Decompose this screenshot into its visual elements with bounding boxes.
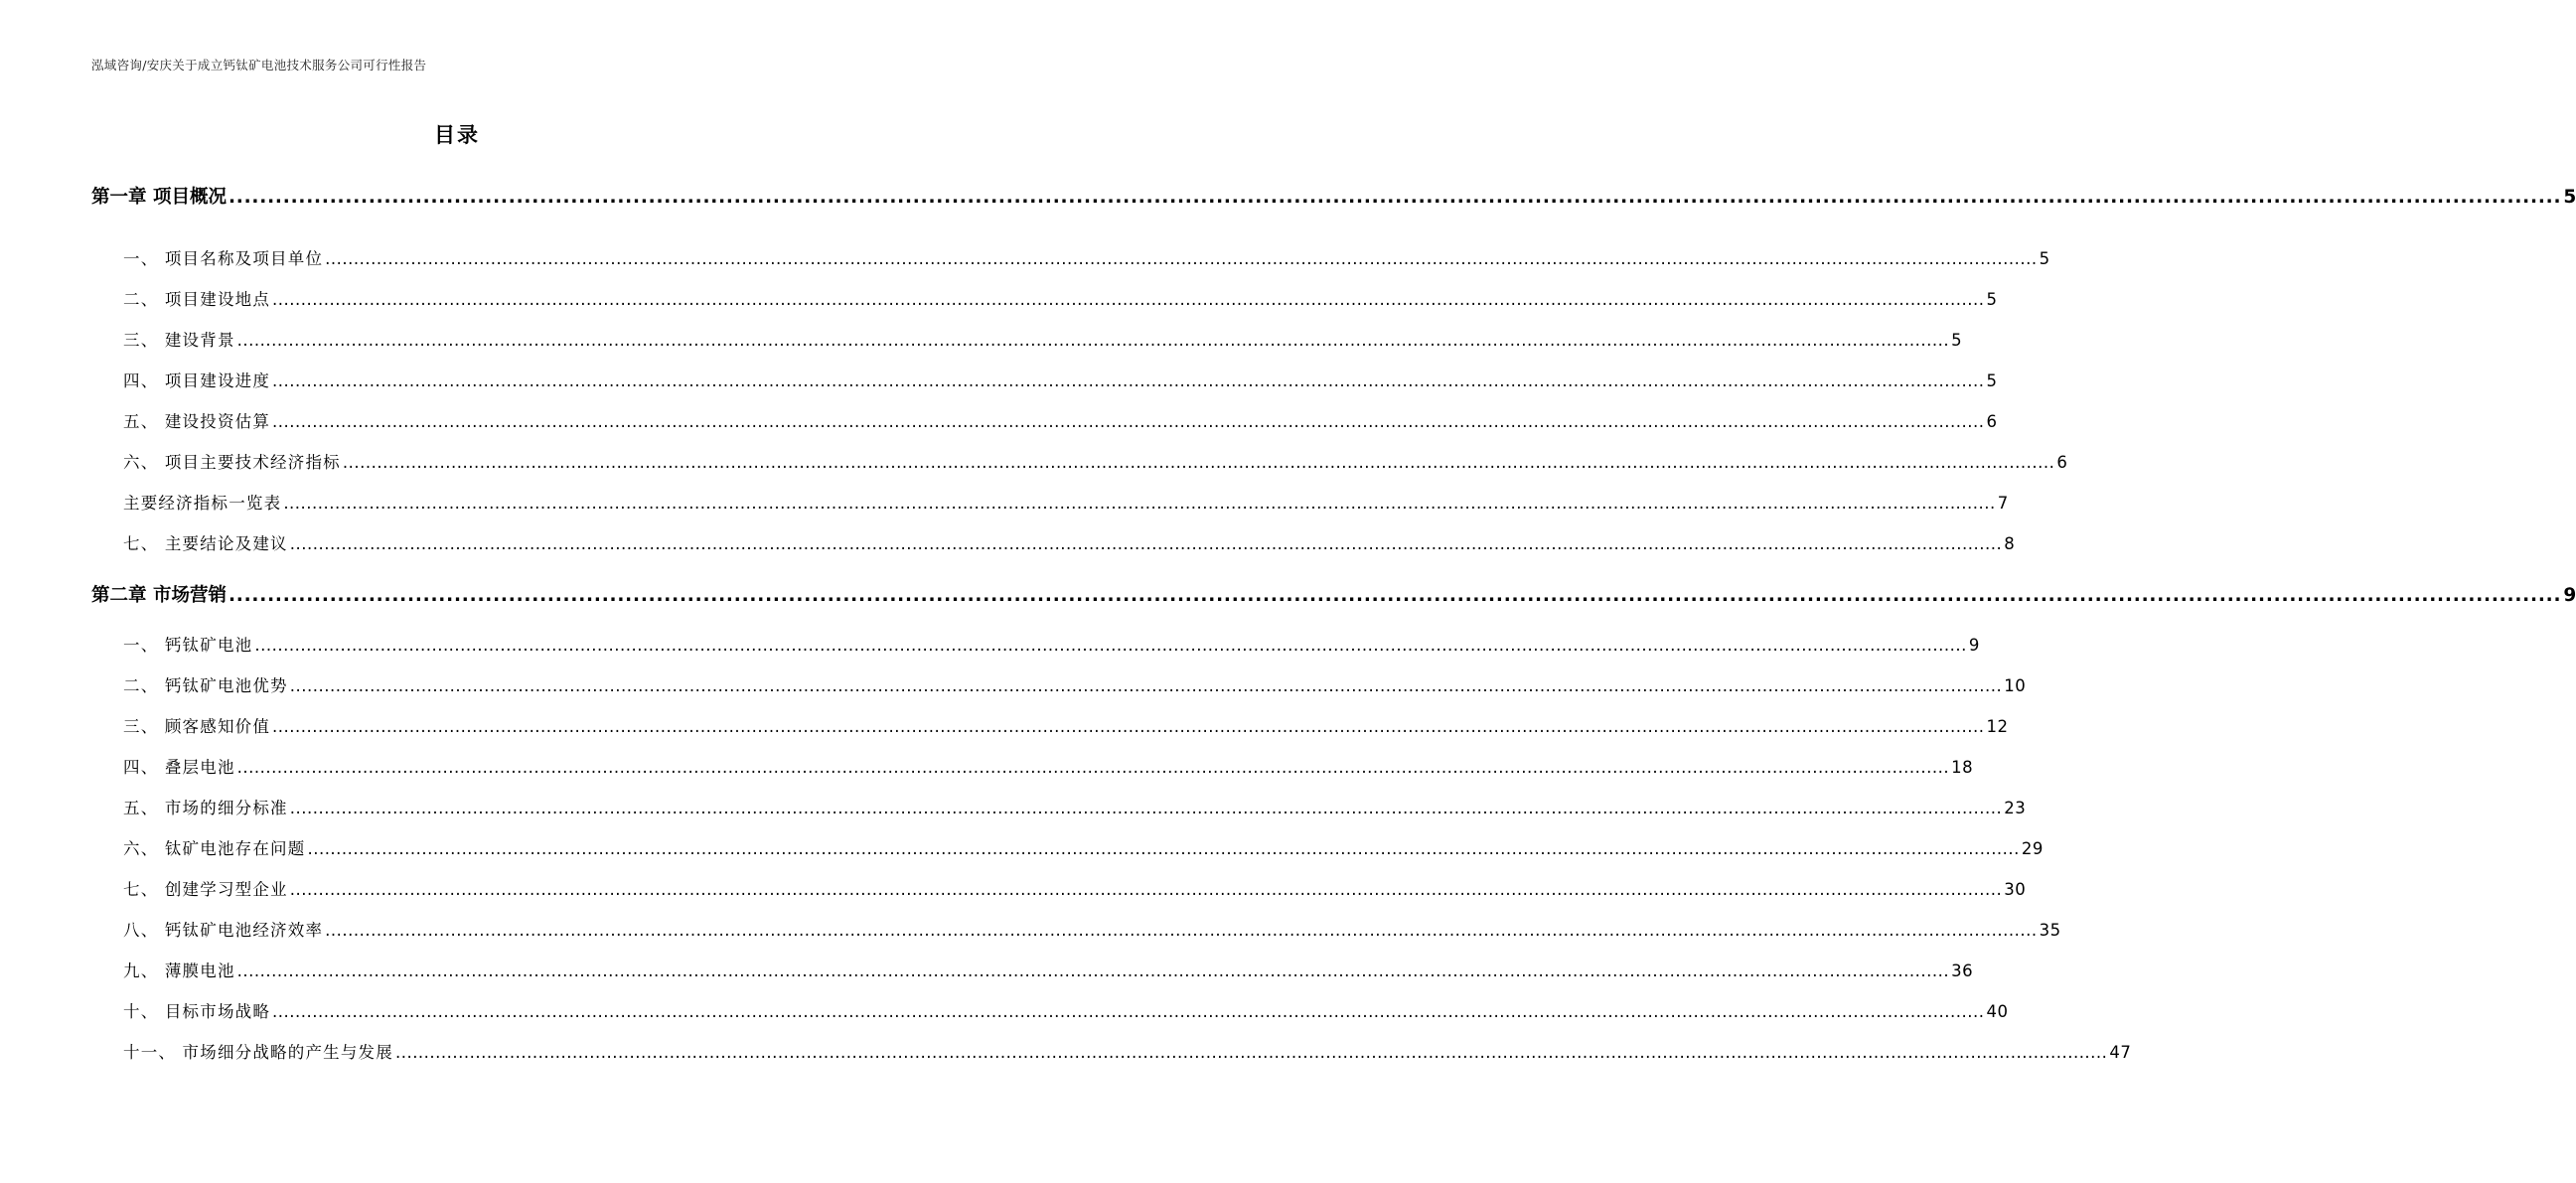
toc-entry-page: 47	[2109, 1043, 2132, 1062]
dot-leader: ............................................................................................................................................................................................................................................................................................................	[272, 1002, 1985, 1021]
toc-entry-label: 五、 建设投资估算	[123, 412, 271, 431]
toc-entry-label: 三、 顾客感知价值	[123, 717, 271, 736]
toc-entry[interactable]	[123, 713, 2009, 737]
dot-leader: ............................................................................................................................................................................................................................................................................................................	[236, 961, 1950, 980]
toc-entry[interactable]	[123, 672, 2027, 696]
dot-leader: ............................................................................................................................................................................................................................................................................................................	[394, 1043, 2108, 1062]
toc-entry-label: 二、 钙钛矿电池优势	[123, 676, 288, 695]
dot-leader: ............................................................................................................................................................................................................................................................................................................	[227, 187, 2562, 208]
toc-entry-page: 5	[2563, 187, 2576, 208]
toc-entry[interactable]	[123, 449, 2068, 473]
toc-entry[interactable]	[123, 754, 1974, 778]
dot-leader: ............................................................................................................................................................................................................................................................................................................	[289, 880, 2003, 899]
toc-entry-label: 第二章 市场营销	[91, 585, 227, 606]
toc-entry-label: 六、 项目主要技术经济指标	[123, 453, 341, 472]
toc-entry-page: 8	[2004, 534, 2016, 553]
dot-leader: ............................................................................................................................................................................................................................................................................................................	[236, 758, 1950, 777]
dot-leader: ............................................................................................................................................................................................................................................................................................................	[227, 585, 2562, 606]
toc-entry-page: 23	[2004, 799, 2027, 817]
toc-entry-label: 七、 主要结论及建议	[123, 534, 288, 553]
toc-entry-label: 十一、 市场细分战略的产生与发展	[123, 1043, 393, 1062]
toc-entry-label: 五、 市场的细分标准	[123, 799, 288, 817]
toc-entry-page: 9	[1968, 636, 1980, 655]
toc-entry[interactable]	[123, 327, 1963, 351]
dot-leader: ............................................................................................................................................................................................................................................................................................................	[307, 839, 2020, 858]
toc-entry[interactable]	[123, 835, 2044, 859]
toc-entry-label: 二、 项目建设地点	[123, 290, 271, 309]
toc-entry-page: 10	[2004, 676, 2027, 695]
toc-entry-page: 6	[1986, 412, 1998, 431]
toc-entry-label: 四、 叠层电池	[123, 758, 235, 777]
toc-entry-page: 29	[2021, 839, 2044, 858]
toc-entry[interactable]	[123, 795, 2027, 818]
toc-entry[interactable]	[123, 876, 2027, 900]
toc-entry[interactable]	[123, 408, 1998, 432]
running-header: 泓域咨询/安庆关于成立钙钛矿电池技术服务公司可行性报告	[91, 58, 427, 73]
toc-entry-page: 30	[2004, 880, 2027, 899]
toc-entry[interactable]	[123, 286, 1998, 310]
toc-entry-label: 一、 项目名称及项目单位	[123, 249, 324, 268]
toc-entry[interactable]	[123, 530, 2016, 554]
dot-leader: ............................................................................................................................................................................................................................................................................................................	[254, 636, 1967, 655]
toc-entry-page: 40	[1986, 1002, 2009, 1021]
dot-leader: ............................................................................................................................................................................................................................................................................................................	[272, 371, 1985, 390]
toc-entry-label: 九、 薄膜电池	[123, 961, 235, 980]
dot-leader: ............................................................................................................................................................................................................................................................................................................	[272, 717, 1985, 736]
toc-entry-label: 六、 钛矿电池存在问题	[123, 839, 306, 858]
toc-entry-label: 第一章 项目概况	[91, 187, 227, 208]
toc-entry-page: 5	[1951, 331, 1963, 350]
toc-entry-page: 5	[2039, 249, 2050, 268]
toc-entry-chapter-1[interactable]	[91, 183, 2576, 209]
toc-entry-label: 七、 创建学习型企业	[123, 880, 288, 899]
dot-leader: ............................................................................................................................................................................................................................................................................................................	[289, 799, 2003, 817]
toc-entry-page: 9	[2563, 585, 2576, 606]
toc-entry-label: 十、 目标市场战略	[123, 1002, 271, 1021]
toc-entry-chapter-2[interactable]	[91, 581, 2576, 607]
toc-entry[interactable]	[123, 632, 1980, 656]
toc-entry-label: 八、 钙钛矿电池经济效率	[123, 921, 324, 940]
toc-entry-page: 5	[1986, 371, 1998, 390]
toc-entry[interactable]	[123, 917, 2061, 941]
toc-entry-page: 18	[1951, 758, 1974, 777]
toc-entry-page: 12	[1986, 717, 2009, 736]
toc-entry-page: 7	[1997, 494, 2009, 513]
toc-entry-label: 四、 项目建设进度	[123, 371, 271, 390]
toc-entry-label: 主要经济指标一览表	[123, 494, 282, 513]
dot-leader: ............................................................................................................................................................................................................................................................................................................	[342, 453, 2055, 472]
toc-entry-page: 35	[2039, 921, 2061, 940]
dot-leader: ............................................................................................................................................................................................................................................................................................................	[289, 676, 2003, 695]
toc-entry-page: 6	[2056, 453, 2068, 472]
toc-entry[interactable]	[123, 998, 2009, 1022]
toc-entry[interactable]	[123, 490, 2009, 514]
toc-entry-label: 一、 钙钛矿电池	[123, 636, 253, 655]
toc-entry[interactable]	[123, 1039, 2132, 1063]
toc-title: 目录	[434, 123, 480, 147]
dot-leader: ............................................................................................................................................................................................................................................................................................................	[236, 331, 1950, 350]
toc-entry-page: 36	[1951, 961, 1974, 980]
dot-leader: ............................................................................................................................................................................................................................................................................................................	[272, 290, 1985, 309]
toc-entry-page: 5	[1986, 290, 1998, 309]
dot-leader: ............................................................................................................................................................................................................................................................................................................	[283, 494, 1996, 513]
dot-leader: ............................................................................................................................................................................................................................................................................................................	[272, 412, 1985, 431]
toc-entry[interactable]	[123, 245, 2050, 269]
toc-entry-label: 三、 建设背景	[123, 331, 235, 350]
dot-leader: ............................................................................................................................................................................................................................................................................................................	[325, 249, 2038, 268]
dot-leader: ............................................................................................................................................................................................................................................................................................................	[325, 921, 2038, 940]
dot-leader: ............................................................................................................................................................................................................................................................................................................	[289, 534, 2003, 553]
toc-entry[interactable]	[123, 368, 1998, 391]
toc-entry[interactable]	[123, 958, 1974, 981]
